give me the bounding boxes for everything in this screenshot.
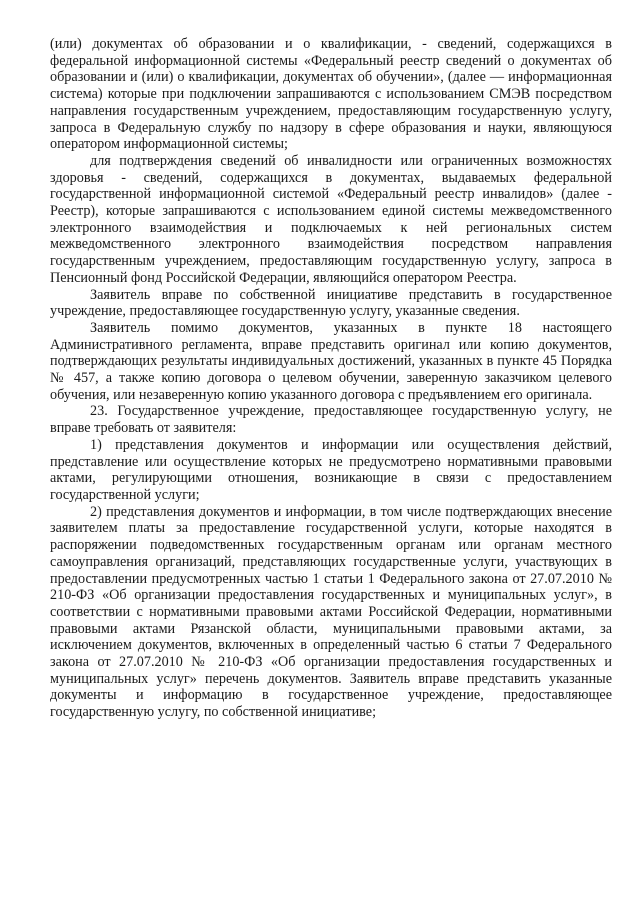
document-page bbox=[50, 36, 612, 721]
paragraph-item-23: 23. Государственное учреждение, предоставляющее государственную услугу, не вправе требовать от заявителя: bbox=[50, 403, 612, 437]
paragraph-subitem-2: 2) представления документов и информации, в том числе подтверждающих внесение заявителем платы за предоставление государственной услуги, которые находятся в распоряжении подведомственных государственным органам или органам местного самоуправления организаций, представляющих государственные услуги, участвующих в предоставлении предусмотренных частью 1 статьи 1 Федерального закона от 27.07.2010 № 210-ФЗ «Об организации предоставления государственных и муниципальных услуг», в соответствии с нормативными правовыми актами Российской Федерации, нормативными правовыми актами Рязанской области, муниципальными правовыми актами, за исключением документов, включенных в определенный частью 6 статьи 7 Федерального закона от 27.07.2010 № 210-ФЗ «Об организации предоставления государственных и муниципальных услуг» перечень документов. Заявитель вправе представить указанные документы и информацию в государственное учреждение, предоставляющее государственную услугу, по собственной инициативе; bbox=[50, 503, 612, 721]
paragraph-disability-registry: для подтверждения сведений об инвалидности или ограниченных возможностях здоровья - сведений, содержащихся в документах, выдаваемых федеральной государственной информационной системой «Федеральный реестр инвалидов» (далее - Реестр), которые запрашиваются с использованием единой системы межведомственного электронного взаимодействия и подключаемых к ней региональных систем межведомственного электронного взаимодействия посредством направления государственным учреждением, предоставляющим государственную услугу, запроса в Пенсионный фонд Российской Федерации, являющийся оператором Реестра. bbox=[50, 152, 612, 286]
paragraph-applicant-documents: Заявитель помимо документов, указанных в пункте 18 настоящего Административного регламента, вправе представить оригинал или копию документов, подтверждающих результаты индивидуальных достижений, указанных в пункте 45 Порядка № 457, а также копию договора о целевом обучении, заверенную заказчиком целевого обучения, или незаверенную копию указанного договора с предъявлением его оригинала. bbox=[50, 319, 612, 403]
paragraph-document-info-system: (или) документах об образовании и о квалификации, - сведений, содержащихся в федеральной информационной системы «Федеральный реестр сведений о документах об образовании и (или) о квалификации, документах об обучении», (далее — информационная система) которые при подключении запрашиваются с использованием СМЭВ посредством направления государственным учреждением, предоставляющим государственную услугу, запроса в Федеральную службу по надзору в сфере образования и науки, являющуюся оператором информационной системы; bbox=[50, 36, 612, 153]
paragraph-own-initiative: Заявитель вправе по собственной инициативе представить в государственное учреждение, предоставляющее государственную услугу, указанные сведения. bbox=[50, 286, 612, 320]
paragraph-subitem-1: 1) представления документов и информации или осуществления действий, представление или осуществление которых не предусмотрено нормативными правовыми актами, регулирующими отношения, возникающие в связи с предоставлением государственной услуги; bbox=[50, 436, 612, 503]
